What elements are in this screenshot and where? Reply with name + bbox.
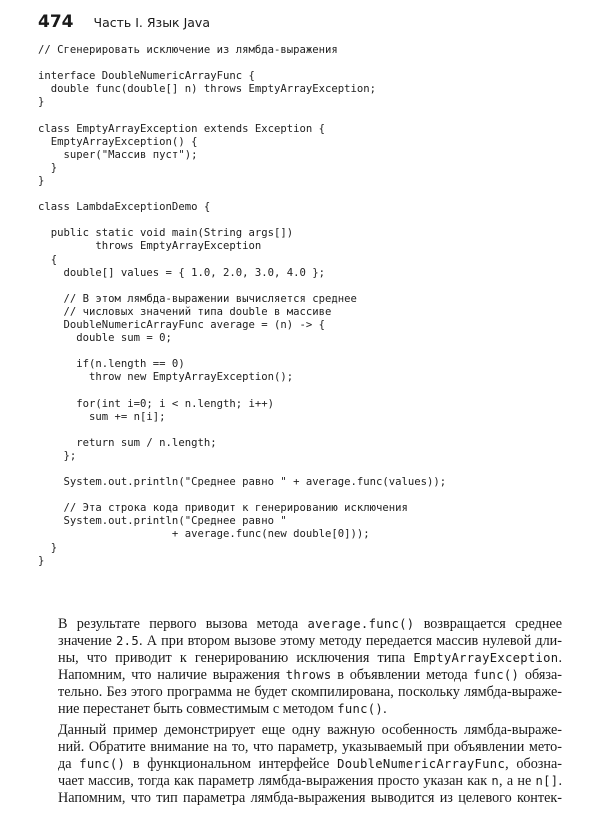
text-line: тельно. Без этого программа не будет скомпилирована, поскольку лямбда-выраже- — [58, 684, 562, 701]
code-line — [38, 345, 578, 358]
code-line: double sum = 0; — [38, 332, 172, 345]
code-line: if(n.length == 0) — [38, 358, 185, 371]
code-listing — [38, 44, 578, 568]
code-line: throws EmptyArrayException — [38, 240, 262, 253]
code-line — [38, 424, 578, 437]
text-line: Напомним, что тип параметра лямбда-выражения выводится из целевого контек- — [58, 789, 562, 806]
code-line: double[] values = { 1.0, 2.0, 3.0, 4.0 }; — [38, 266, 326, 279]
inline-code: DoubleNumericArrayFunc — [337, 756, 506, 771]
inline-code: 2.5 — [116, 634, 139, 649]
paragraph-2 — [40, 722, 562, 807]
code-line — [38, 489, 578, 502]
text-line: да func() в функциональном интерфейсе DoubleNumericArrayFunc, обозна- — [58, 755, 563, 772]
text-line: Напомним, что наличие выражения throws в объявлении метода func() обяза- — [58, 667, 562, 684]
code-line: for(int i=0; i < n.length; i++) — [38, 397, 274, 410]
code-line: + average.func(new double[0])); — [38, 528, 370, 541]
code-line: DoubleNumericArrayFunc average = (n) -> { — [38, 318, 326, 331]
code-line: // числовых значений типа double в массиве — [38, 305, 332, 318]
code-line: } — [38, 554, 45, 567]
code-line: System.out.println("Среднее равно " — [38, 515, 287, 528]
inline-code: func() — [337, 702, 384, 717]
text-line: чает массив, тогда как параметр лямбда-выражения просто указан как n, а не n[]. — [58, 772, 562, 789]
paragraph-1 — [40, 616, 562, 719]
code-line: // Сгенерировать исключение из лямбда-выражения — [38, 44, 338, 56]
code-line: public static void main(String args[]) — [38, 227, 294, 240]
code-line: // В этом лямбда-выражении вычисляется среднее — [38, 292, 357, 305]
code-line: } — [38, 161, 58, 174]
code-line — [38, 188, 578, 201]
code-line — [38, 384, 578, 397]
code-line: } — [38, 174, 45, 187]
code-line: super("Массив пуст"); — [38, 148, 198, 161]
inline-code: EmptyArrayException — [413, 651, 559, 666]
code-line: class EmptyArrayException extends Exception { — [38, 122, 326, 135]
code-line: // Эта строка кода приводит к генерированию исключения — [38, 502, 408, 515]
code-line — [38, 463, 578, 476]
inline-code: n[] — [535, 773, 559, 788]
code-line — [38, 109, 578, 122]
text-line: ние перестанет быть совместимым с методом func(). — [58, 701, 387, 718]
inline-code: throws — [285, 668, 332, 683]
code-line: interface DoubleNumericArrayFunc { — [38, 70, 255, 83]
text-line: Данный пример демонстрирует еще одну важную особенность лямбда-выраже- — [58, 721, 562, 738]
code-line: class LambdaExceptionDemo { — [38, 201, 211, 214]
code-line: }; — [38, 449, 77, 462]
code-line: { — [38, 253, 58, 266]
text-line: ний. Обратите внимание на то, что параметр, указываемый при объявлении мето- — [58, 738, 562, 755]
body-text — [40, 616, 562, 807]
code-line: } — [38, 96, 45, 109]
code-line: sum += n[i]; — [38, 410, 166, 423]
inline-code: func() — [79, 756, 126, 771]
inline-code: func() — [473, 668, 520, 683]
text-line: значение 2.5. А при втором вызове этому методу передается массив нулевой дли- — [58, 633, 562, 650]
inline-code: average.func() — [307, 617, 415, 631]
code-line: throw new EmptyArrayException(); — [38, 371, 294, 384]
text-line: ны, что приводит к генерированию исключения типа EmptyArrayException. — [58, 650, 562, 667]
code-line — [38, 280, 578, 293]
code-line — [38, 214, 578, 227]
page-header — [38, 12, 210, 36]
inline-code: n — [491, 773, 500, 788]
page-number: 474 — [38, 12, 74, 32]
running-head: Часть I. Язык Java — [93, 15, 210, 30]
code-line — [38, 57, 578, 70]
code-line: return sum / n.length; — [38, 436, 217, 449]
code-line: System.out.println("Среднее равно " + average.func(values)); — [38, 476, 447, 489]
code-line: } — [38, 541, 58, 554]
code-line: double func(double[] n) throws EmptyArrayException; — [38, 83, 377, 96]
code-line: EmptyArrayException() { — [38, 135, 198, 148]
text-line: В результате первого вызова метода average.func() возвращается среднее — [58, 616, 563, 632]
